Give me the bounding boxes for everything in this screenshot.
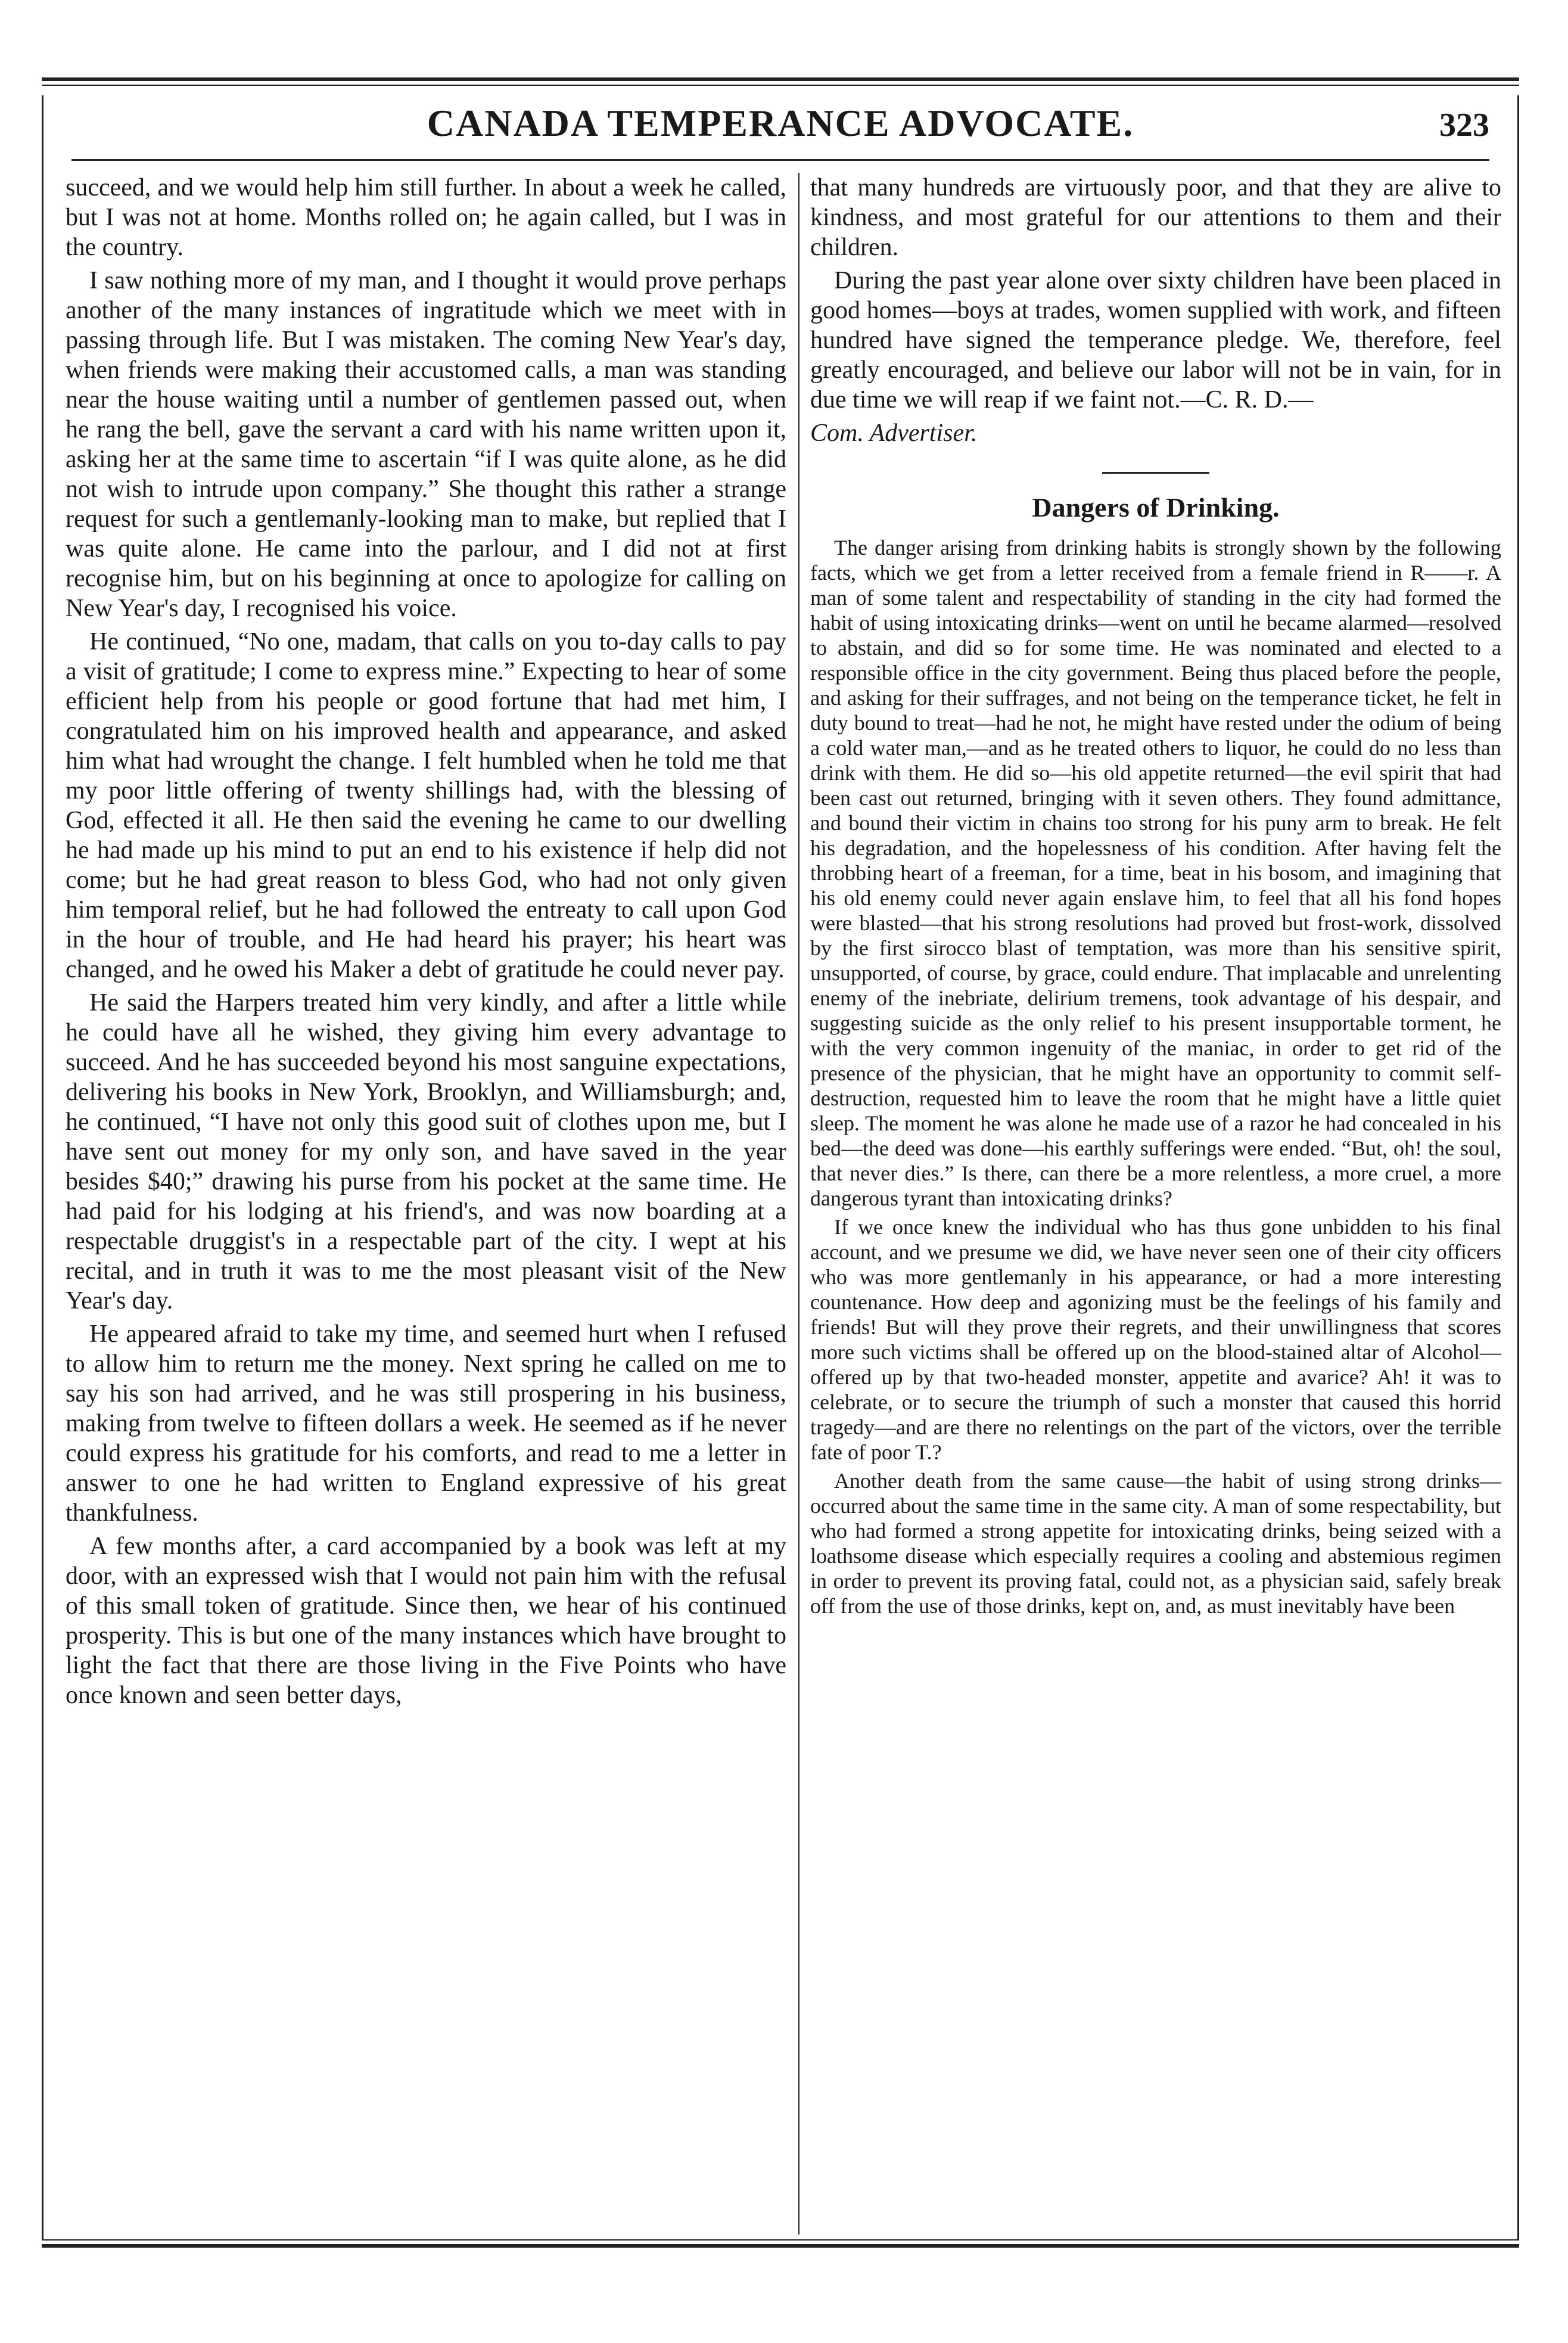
paragraph: He appeared afraid to take my time, and seemed hurt when I refused to allow him to return me the money. Next spring he called on me to say his son had arrived, and he was still prospering in his business, making from twelve to fifteen dollars a week. He seemed as if he never could express his gratitude for his comforts, and read to me a letter in answer to one he had written to England expressive of his great thankfulness. bbox=[66, 1320, 786, 1527]
section-divider-rule bbox=[1102, 472, 1209, 474]
right-column bbox=[810, 173, 1501, 2235]
running-header bbox=[71, 95, 1489, 161]
paragraph: A few months after, a card accompanied by a book was left at my door, with an expressed wish that I would not pain him with the refusal of this small token of gratitude. Since then, we hear of his continued prosperity. This is but one of the many instances which have brought to light the fact that there are those living in the Five Points who have once known and seen better days, bbox=[66, 1533, 786, 1709]
top-double-rule-thick bbox=[42, 77, 1519, 81]
paragraph: succeed, and we would help him still further. In about a week he called, but I was not at home. Months rolled on; he again called, but I was in the country. bbox=[66, 174, 786, 261]
article-title: Dangers of Drinking. bbox=[1032, 492, 1280, 523]
paragraph: He said the Harpers treated him very kindly, and after a little while he could have all he wished, they giving him every advantage to succeed. And he has succeeded beyond his most sanguine expectations, delivering his books in New York, Brooklyn, and Williamsburgh; and, he continued, “I have not only this good suit of clothes upon me, but I have sent out money for my only son, and have saved in the year besides $40;” drawing his purse from his pocket at the same time. He had paid for his lodging at his friend's, and was now boarding at a respectable druggist's in a respectable part of the city. I wept at his recital, and in truth it was to me the most pleasant visit of the New Year's day. bbox=[66, 989, 786, 1315]
paragraph: I saw nothing more of my man, and I thought it would prove perhaps another of the many instances of ingratitude which we meet with in passing through life. But I was mistaken. The coming New Year's day, when friends were making their accustomed calls, a man was standing near the house waiting until a number of gentlemen passed out, when he rang the bell, gave the servant a card with his name written upon it, asking her at the same time to ascertain “if I was quite alone, as he did not wish to intrude upon company.” She thought this rather a strange request for such a gentlemanly-looking man to make, but replied that I was quite alone. He came into the parlour, and I did not at first recognise him, but on his beginning at once to apologize for calling on New Year's day, I recognised his voice. bbox=[66, 267, 786, 622]
paragraph: During the past year alone over sixty children have been placed in good homes—boys at trades, women supplied with work, and fifteen hundred have signed the temperance pledge. We, therefore, feel greatly encouraged, and believe our labor will not be in vain, for in due time we will reap if we faint not.—C. R. D.— bbox=[810, 267, 1501, 414]
bottom-double-rule-thin bbox=[42, 2239, 1519, 2241]
publication-title: CANADA TEMPERANCE ADVOCATE. bbox=[427, 102, 1134, 144]
paragraph: If we once knew the individual who has thus gone unbidden to his final account, and we presume we did, we have never seen one of their city officers who was more gentlemanly in his appearance, or had a more interesting countenance. How deep and agonizing must be the feelings of his family and friends! But will they prove their regrets, and their unwillingness that scores more such victims shall be offered up on the blood-stained altar of Alcohol—offered up by that two-headed monster, appetite and avarice? Ah! it was to celebrate, or to secure the triumph of such a monster that caused this horrid tragedy—and are there no relentings on the part of the victors, over the terrible fate of poor T.? bbox=[810, 1215, 1501, 1464]
page-number: 323 bbox=[1439, 107, 1489, 144]
paragraph: The danger arising from drinking habits is strongly shown by the following facts, which we get from a letter received from a female friend in R——r. A man of some talent and respectability of standing in the city had formed the habit of using intoxicating drinks—went on until he became alarmed—resolved to abstain, and did so for some time. He was nominated and elected to a responsible office in the city government. Being thus placed before the people, and asking for their suffrages, and not being on the temperance ticket, he felt in duty bound to treat—had he not, he might have rested under the odium of being a cold water man,—and as he treated others to liquor, he could do no less than drink with them. He did so—his old appetite returned—the evil spirit that had been cast out returned, bringing with it seven others. They found admittance, and bound their victim in chains too strong for his puny arm to break. He felt his degradation, and the hopelessness of his condition. After having felt the throbbing heart of a freeman, for a time, beat in his bosom, and imagining that his old enemy could never again enslave him, to feel that all his fond hopes were blasted—that his strong resolutions had proved but frost-work, dissolved by the first sirocco blast of temptation, was more than his sensitive spirit, unsupported, of course, by grace, could endure. That implacable and unrelenting enemy of the inebriate, delirium tremens, took advantage of his despair, and suggesting suicide as the only relief to his present insupportable torment, he with the very common ingenuity of the maniac, in order to get rid of the presence of the physician, that he might have an opportunity to commit self-destruction, requested him to leave the room that he might have a little quiet sleep. The moment he was alone he made use of a razor he had concealed in his bed—the deed was done—his earthly sufferings were ended. “But, oh! the soul, that never dies.” Is there, can there be a more relentless, a more cruel, a more dangerous tyrant than intoxicating drinks? bbox=[810, 536, 1501, 1210]
source-credit: Com. Advertiser. bbox=[810, 419, 978, 447]
header-rule bbox=[71, 159, 1489, 161]
paragraph: that many hundreds are virtuously poor, and that they are alive to kindness, and most grateful for our attentions to them and their children. bbox=[810, 174, 1501, 261]
newspaper-page bbox=[36, 72, 1525, 2276]
column-divider bbox=[798, 173, 799, 2235]
top-double-rule-thin bbox=[42, 85, 1519, 86]
paragraph: He continued, “No one, madam, that calls on you to-day calls to pay a visit of gratitude; I come to express mine.” Expecting to hear of some efficient help from his people or good fortune that had met him, I congratulated him on his improved health and appearance, and asked him what had wrought the change. I felt humbled when he told me that my poor little offering of twenty shillings had, with the blessing of God, effected it all. He then said the evening he came to our dwelling he had made up his mind to put an end to his existence if help did not come; but he had great reason to bless God, who had not only given him temporal relief, but he had followed the entreaty to call upon God in the hour of trouble, and He had heard his prayer; his heart was changed, and he owed his Maker a debt of gratitude he could never pay. bbox=[66, 628, 786, 983]
bottom-double-rule-thick bbox=[42, 2244, 1519, 2248]
left-column bbox=[66, 173, 786, 2235]
paragraph: Another death from the same cause—the habit of using strong drinks—occurred about the same time in the same city. A man of some respectability, but who had formed a strong appetite for intoxicating drinks, being seized with a loathsome disease which especially requires a cooling and abstemious regimen in order to prevent its proving fatal, could not, as a physician said, safely break off from the use of those drinks, kept on, and, as must inevitably have been bbox=[810, 1469, 1501, 1618]
